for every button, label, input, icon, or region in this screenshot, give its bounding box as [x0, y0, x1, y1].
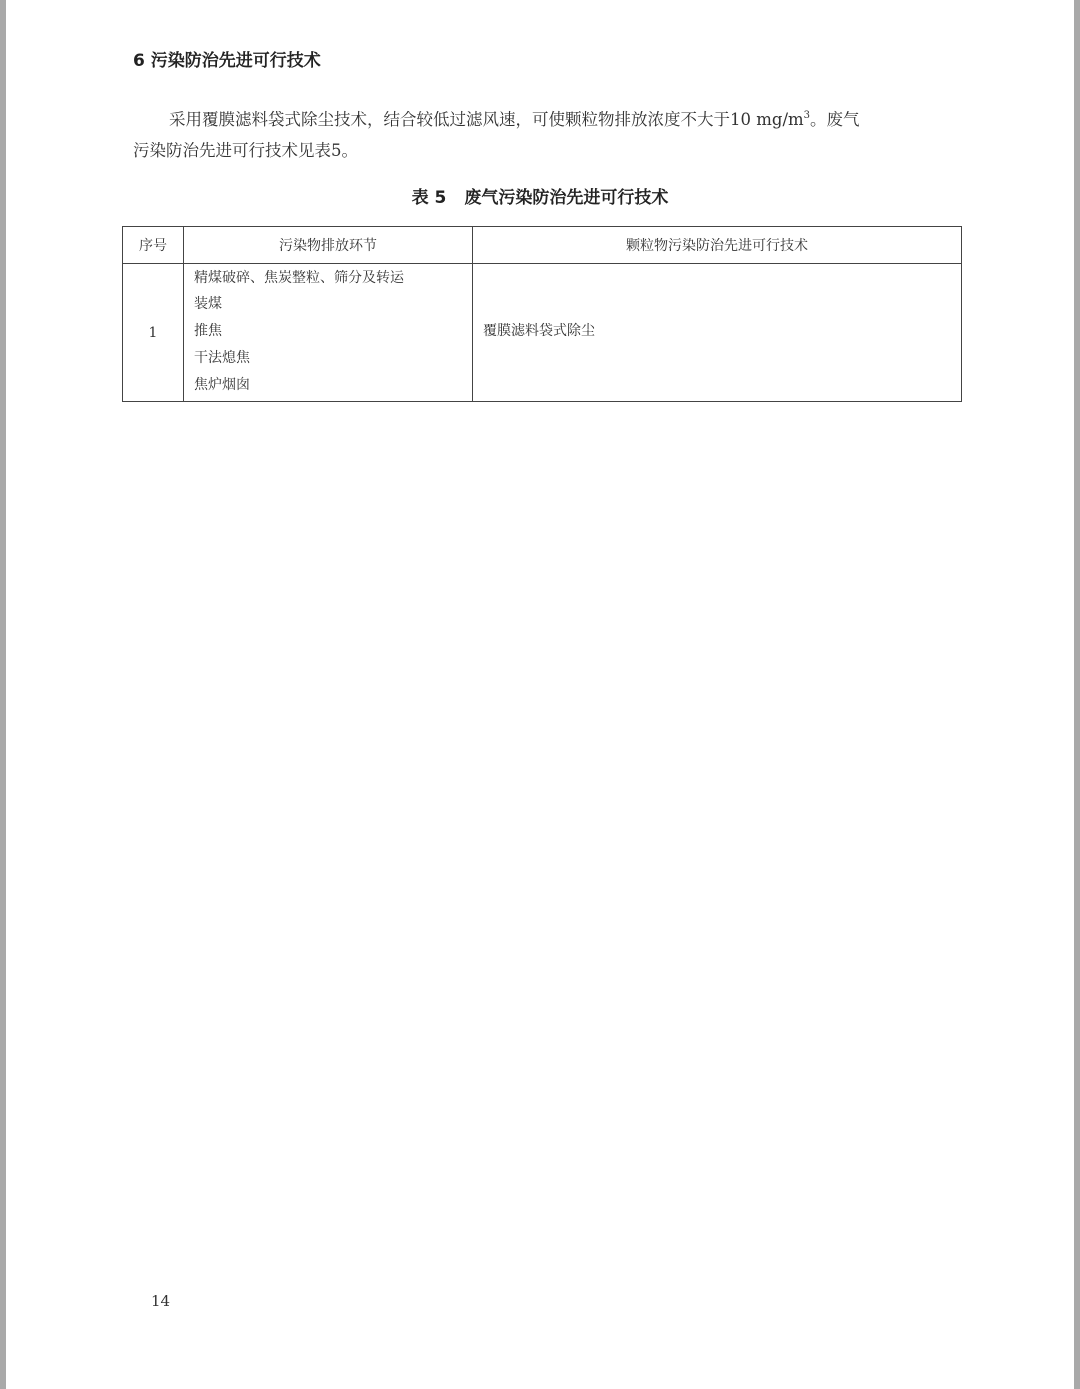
row-emission-stages	[184, 264, 473, 402]
paragraph-line-1	[133, 104, 953, 135]
emission-stage-item: 装煤	[194, 296, 222, 312]
emission-stage-item: 精煤破碎、焦炭整粒、筛分及转运	[194, 270, 404, 286]
document-page	[6, 0, 1074, 1389]
table-caption-number: 表 5	[411, 188, 447, 208]
section-title: 污染防治先进可行技术	[150, 51, 321, 71]
table-caption	[6, 183, 1074, 208]
table-header-row	[123, 227, 962, 264]
section-heading	[133, 46, 321, 71]
table-row	[123, 264, 962, 402]
page-number: 14	[151, 1292, 171, 1310]
body-paragraph	[133, 104, 953, 166]
header-technology: 颗粒物污染防治先进可行技术	[473, 227, 962, 264]
section-number: 6	[133, 51, 145, 71]
technology-table	[122, 226, 962, 402]
unit-superscript: 3	[803, 110, 811, 121]
table-caption-title: 废气污染防治先进可行技术	[464, 188, 669, 208]
emission-stage-item: 推焦	[194, 323, 222, 339]
emission-stage-item: 焦炉烟囱	[194, 377, 250, 393]
paragraph-tail: 。废气	[810, 110, 860, 129]
row-technology: 覆膜滤料袋式除尘	[473, 264, 962, 402]
paragraph-line-2: 污染防治先进可行技术见表5。	[133, 141, 358, 160]
emission-stage-item: 干法熄焦	[194, 350, 250, 366]
header-emission-stage: 污染物排放环节	[184, 227, 473, 264]
paragraph-text: 采用覆膜滤料袋式除尘技术，结合较低过滤风速，可使颗粒物排放浓度不大于10 mg/m	[169, 110, 804, 129]
header-serial: 序号	[123, 227, 184, 264]
row-serial: 1	[123, 264, 184, 402]
